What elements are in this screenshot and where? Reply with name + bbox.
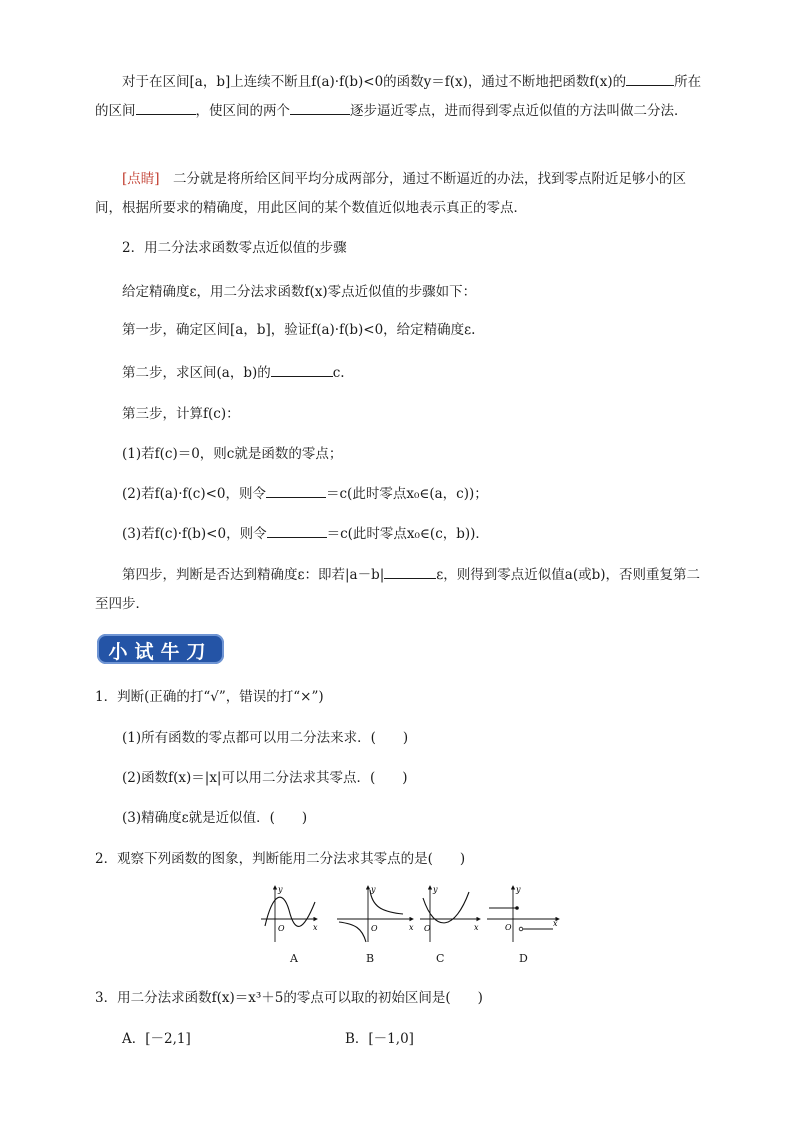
graph-d-closed-dot (515, 906, 519, 910)
blank-case-3[interactable] (267, 523, 327, 538)
graph-c-y-label: y (433, 885, 438, 894)
intro-text-1: 对于在区间[a，b]上连续不断且f(a)·f(b)<0的函数y＝f(x)，通过不断地把函数f(x)的 (122, 74, 627, 90)
section-banner (97, 634, 224, 664)
banner-label: 小试牛刀 (108, 641, 213, 663)
intro-text-4: 逐步逼近零点，进而得到零点近似值的方法叫做二分法． (350, 103, 688, 119)
step-2-text-a: 第二步，求区间(a，b)的 (122, 365, 271, 381)
question-2: 2．观察下列函数的图象，判断能用二分法求其零点的是( ) (95, 851, 466, 867)
graph-d-caption: D (519, 952, 528, 965)
graph-a-curve (265, 897, 315, 926)
steps-intro: 给定精确度ε，用二分法求函数f(x)零点近似值的步骤如下： (122, 284, 477, 300)
step-3-case-2 (122, 482, 488, 502)
graph-b-curve-left (339, 922, 366, 942)
graph-b-origin: O (371, 924, 378, 933)
step-2 (122, 361, 345, 381)
step-3-case-3 (122, 522, 489, 542)
question-1: 1．判断(正确的打“√”，错误的打“×”) (95, 689, 324, 705)
question-1-item-3: (3)精确度ε就是近似值．( ) (122, 810, 308, 826)
graph-c (420, 885, 480, 942)
graph-a (261, 885, 318, 942)
graph-c-caption: C (436, 952, 445, 965)
intro-text-2: 所在的区间 (95, 74, 702, 119)
step-3-case-2-b: ＝c(此时零点x₀∈(a，c))； (326, 486, 488, 502)
graph-a-x-label: x (313, 923, 318, 932)
step-4 (95, 561, 705, 619)
blank-2[interactable] (136, 100, 196, 115)
step-3-case-2-a: (2)若f(a)·f(c)<0，则令 (122, 486, 266, 502)
graph-a-origin: O (278, 924, 285, 933)
graph-c-x-label: x (474, 923, 479, 932)
step-3-case-3-a: (3)若f(c)·f(b)<0，则令 (122, 526, 267, 542)
question-3-option-b[interactable]: B．[－1,0] (345, 1031, 414, 1047)
graph-b-x-label: x (409, 923, 414, 932)
graph-d-origin: O (505, 923, 512, 932)
step-1: 第一步，确定区间[a，b]，验证f(a)·f(b)<0，给定精确度ε. (122, 322, 476, 338)
steps-heading: 2．用二分法求函数零点近似值的步骤 (122, 240, 347, 256)
graph-a-y-label: y (278, 885, 283, 894)
graph-b (337, 885, 414, 942)
tip-label: [点睛] (122, 171, 160, 187)
tip-text: 二分就是将所给区间平均分成两部分，通过不断逼近的办法，找到零点附近足够小的区间，根据所要求的精确度，用此区间的某个数值近似地表示真正的零点． (95, 171, 687, 216)
step-2-text-b: c. (332, 365, 345, 381)
blank-1[interactable] (626, 71, 674, 86)
step-3-case-1: (1)若f(c)＝0，则c就是函数的零点； (122, 446, 343, 462)
question-3: 3．用二分法求函数f(x)＝x³＋5的零点可以取的初始区间是( ) (95, 990, 483, 1006)
graph-b-caption: B (366, 952, 375, 965)
question-1-item-1: (1)所有函数的零点都可以用二分法来求．( ) (122, 730, 409, 746)
graph-d-y-label: y (516, 885, 521, 894)
step-4-text-a: 第四步，判断是否达到精确度ε：即若|a－b| (122, 567, 385, 583)
step-3-case-3-b: ＝c(此时零点x₀∈(c，b))． (326, 526, 489, 542)
graph-d (487, 885, 559, 942)
blank-case-2[interactable] (266, 483, 326, 498)
function-graphs-figure (255, 882, 565, 948)
step-4-text-b: ε，则得到零点近似值a(或b)，否则重复第二至四步． (95, 567, 700, 612)
blank-3[interactable] (290, 100, 350, 115)
intro-text-3: ，使区间的两个 (195, 103, 290, 119)
blank-step-4[interactable] (384, 564, 436, 579)
graph-d-open-dot (519, 927, 523, 931)
question-3-option-a[interactable]: A．[－2,1] (122, 1031, 191, 1047)
tip-paragraph (95, 165, 705, 223)
question-1-item-2: (2)函数f(x)＝|x|可以用二分法求其零点．( ) (122, 770, 408, 786)
step-3: 第三步，计算f(c)： (122, 406, 240, 422)
graph-c-origin: O (424, 924, 431, 933)
graph-d-x-label: x (553, 919, 558, 928)
blank-midpoint[interactable] (271, 362, 333, 377)
graph-b-y-label: y (371, 885, 376, 894)
graph-a-caption: A (290, 952, 298, 965)
intro-paragraph (95, 68, 705, 126)
